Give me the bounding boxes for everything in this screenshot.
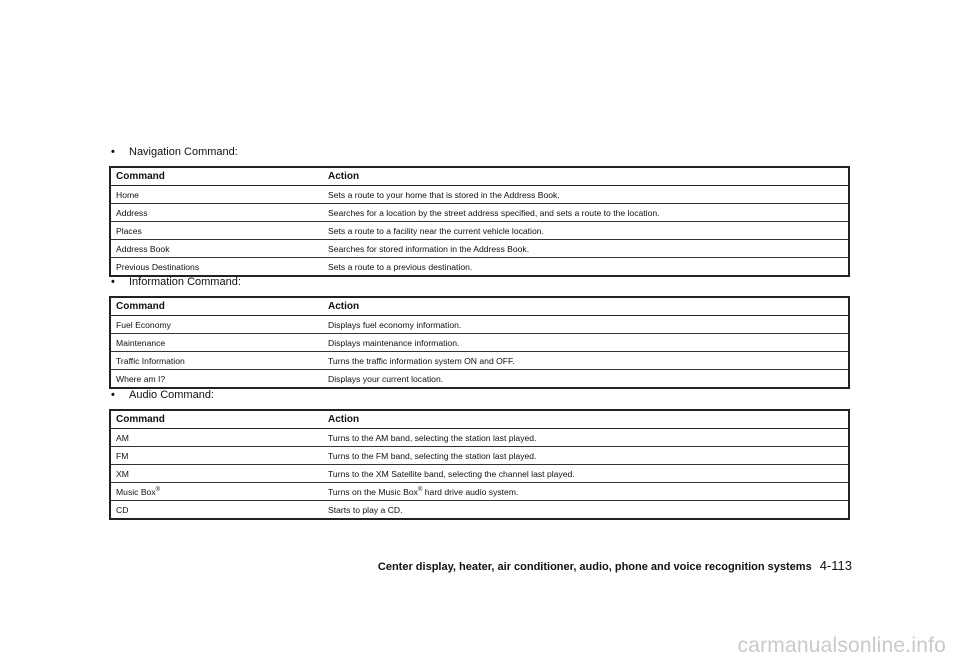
command-cell: Places (110, 222, 323, 240)
action-cell: Displays your current location. (323, 370, 849, 389)
command-cell: Where am I? (110, 370, 323, 389)
command-cell: AM (110, 429, 323, 447)
command-cell: CD (110, 501, 323, 520)
column-header-action: Action (323, 410, 849, 429)
table-row (110, 352, 849, 370)
command-cell: Music Box® (110, 483, 323, 501)
action-cell: Sets a route to a previous destination. (323, 258, 849, 277)
action-cell: Displays maintenance information. (323, 334, 849, 352)
registered-mark: ® (417, 486, 423, 493)
command-cell: Home (110, 186, 323, 204)
bullet-icon: • (111, 389, 115, 401)
table-row (110, 429, 849, 447)
information-command-section (109, 274, 850, 389)
table-row (110, 222, 849, 240)
table-row (110, 501, 849, 520)
command-cell: Address (110, 204, 323, 222)
table-row (110, 186, 849, 204)
bullet-icon: • (111, 276, 115, 288)
section-heading: • Information Command: (111, 276, 241, 288)
column-header-command: Command (110, 167, 323, 186)
command-cell: Fuel Economy (110, 316, 323, 334)
action-cell: Turns on the Music Box® hard drive audio system. (323, 483, 849, 501)
footer-section-title: Center display, heater, air conditioner, audio, phone and voice recognition systems (377, 561, 812, 573)
table-header-row (110, 297, 849, 316)
action-cell: Sets a route to your home that is stored in the Address Book. (323, 186, 849, 204)
audio-command-section (109, 387, 850, 520)
command-cell: XM (110, 465, 323, 483)
table-row (110, 370, 849, 389)
command-cell: Maintenance (110, 334, 323, 352)
audio-command-table (109, 409, 850, 520)
command-cell: FM (110, 447, 323, 465)
page-footer (378, 558, 852, 573)
action-cell: Searches for stored information in the Address Book. (323, 240, 849, 258)
bullet-icon: • (111, 146, 115, 158)
table-row (110, 447, 849, 465)
page-number: 4-113 (819, 558, 852, 573)
table-header-row (110, 167, 849, 186)
table-row (110, 334, 849, 352)
table-header-row (110, 410, 849, 429)
action-cell: Turns the traffic information system ON and OFF. (323, 352, 849, 370)
information-command-table (109, 296, 850, 389)
table-row (110, 316, 849, 334)
action-cell: Turns to the AM band, selecting the station last played. (323, 429, 849, 447)
action-cell: Turns to the XM Satellite band, selecting the channel last played. (323, 465, 849, 483)
section-heading: • Navigation Command: (111, 146, 238, 158)
command-cell: Previous Destinations (110, 258, 323, 277)
command-cell: Address Book (110, 240, 323, 258)
action-cell: Displays fuel economy information. (323, 316, 849, 334)
table-row (110, 465, 849, 483)
navigation-command-section (109, 144, 850, 277)
column-header-action: Action (323, 297, 849, 316)
column-header-action: Action (323, 167, 849, 186)
table-row (110, 483, 849, 501)
column-header-command: Command (110, 297, 323, 316)
section-heading: • Audio Command: (111, 389, 214, 401)
action-cell: Starts to play a CD. (323, 501, 849, 520)
action-cell: Turns to the FM band, selecting the station last played. (323, 447, 849, 465)
table-row (110, 204, 849, 222)
navigation-command-table (109, 166, 850, 277)
column-header-command: Command (110, 410, 323, 429)
table-row (110, 240, 849, 258)
command-cell: Traffic Information (110, 352, 323, 370)
watermark: carmanualsonline.info (737, 634, 946, 657)
action-cell: Searches for a location by the street address specified, and sets a route to the location. (323, 204, 849, 222)
action-cell: Sets a route to a facility near the current vehicle location. (323, 222, 849, 240)
registered-mark: ® (155, 486, 161, 493)
